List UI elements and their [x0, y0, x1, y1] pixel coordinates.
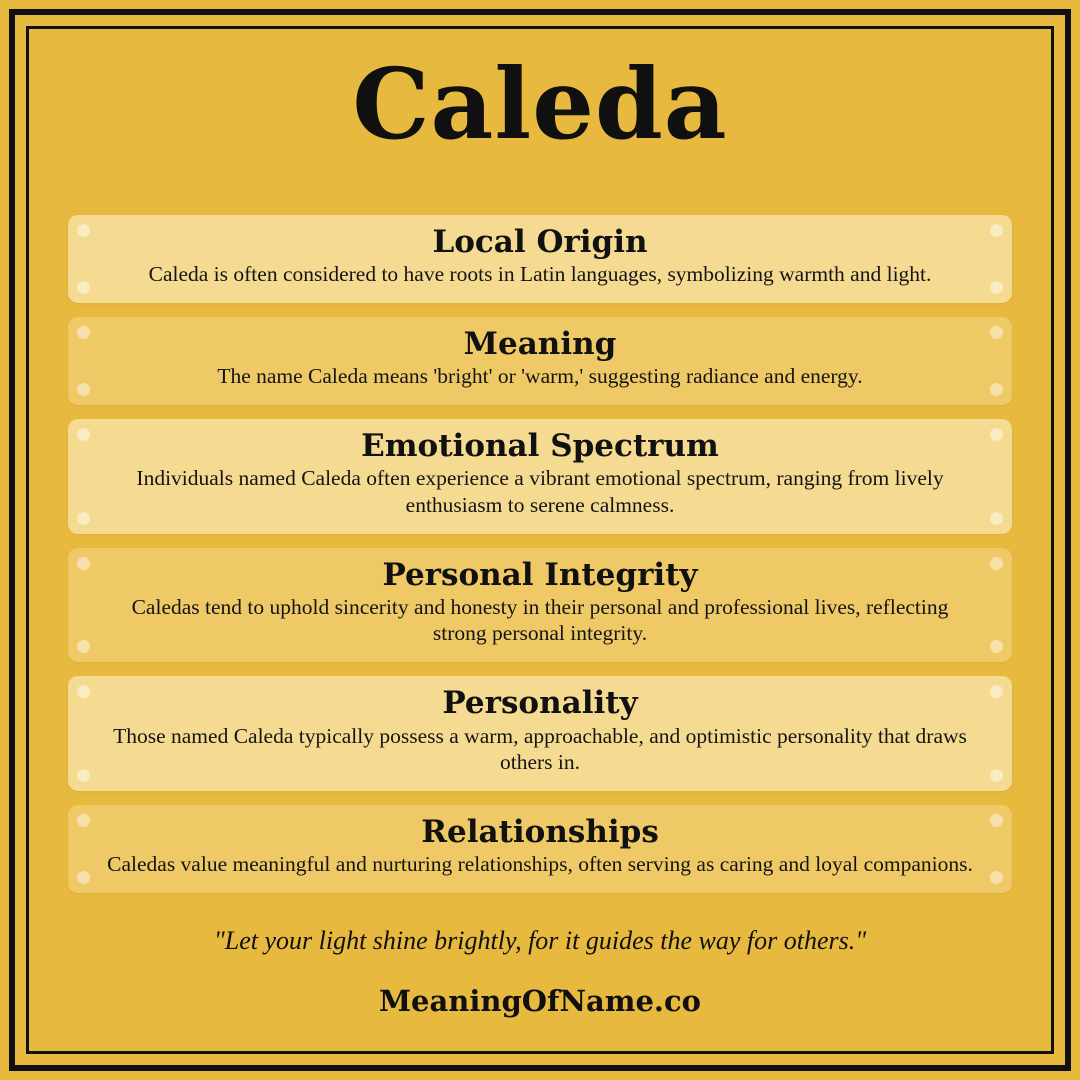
attribute-card-body: Caledas tend to uphold sincerity and honesty in their personal and professional lives, reflecting strong personal integrity. — [131, 595, 949, 646]
rivet-icon — [77, 281, 90, 294]
attribute-card-title: Relationships — [421, 813, 659, 850]
brand-name: MeaningOfName.co — [378, 984, 702, 1018]
rivet-icon — [77, 871, 90, 884]
rivet-icon — [990, 512, 1003, 525]
rivet-icon — [77, 512, 90, 525]
attribute-card-body: Caleda is often considered to have roots in Latin languages, symbolizing warmth and light. — [148, 261, 932, 286]
attribute-card-title: Personality — [442, 685, 638, 722]
rivet-icon — [990, 640, 1003, 653]
rivet-icon — [990, 769, 1003, 782]
attribute-card-title: Personal Integrity — [382, 556, 698, 593]
attribute-card-body: Individuals named Caleda often experience a vibrant emotional spectrum, ranging from lively enthusiasm to serene calmness. — [136, 466, 944, 517]
rivet-icon — [990, 281, 1003, 294]
rivet-icon — [77, 640, 90, 653]
attribute-card — [68, 676, 1012, 791]
attribute-card — [68, 317, 1012, 405]
attribute-card-body: Caledas value meaningful and nurturing relationships, often serving as caring and loyal companions. — [107, 852, 973, 877]
attribute-card-title: Emotional Spectrum — [361, 428, 719, 465]
poster-content — [30, 30, 1050, 1050]
attribute-card-body: Those named Caleda typically possess a warm, approachable, and optimistic personality that draws others in. — [113, 723, 967, 774]
attribute-card — [68, 419, 1012, 534]
rivet-icon — [77, 769, 90, 782]
attribute-card — [68, 548, 1012, 663]
attribute-card-title: Meaning — [463, 326, 617, 363]
quote-text: "Let your light shine brightly, for it guides the way for others." — [213, 926, 867, 955]
attribute-card-list — [68, 215, 1012, 894]
rivet-icon — [990, 871, 1003, 884]
attribute-card — [68, 805, 1012, 893]
rivet-icon — [77, 383, 90, 396]
attribute-card-title: Local Origin — [432, 223, 648, 260]
attribute-card-body: The name Caleda means 'bright' or 'warm,' suggesting radiance and energy. — [217, 364, 863, 389]
poster-footer — [68, 926, 1012, 1040]
page-title: Caleda — [352, 47, 728, 161]
rivet-icon — [990, 383, 1003, 396]
attribute-card — [68, 215, 1012, 303]
